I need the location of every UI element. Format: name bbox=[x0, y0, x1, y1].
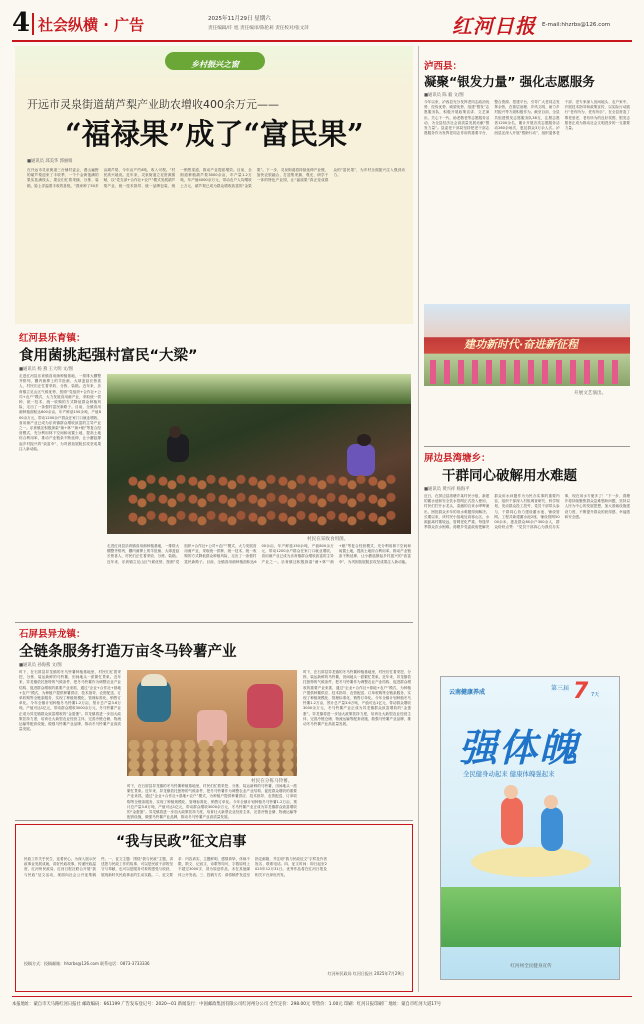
lead-byline: ■通讯员 邱美华 郭丽娟 bbox=[27, 159, 73, 164]
lead-banner-text: 乡村振兴之窗 bbox=[191, 60, 239, 69]
luxi-body: 今年以来，泸西县充分发挥老同志政治优势、经验优势、威望优势，组建“银发”志愿服务队，积极开展政策宣讲、文艺演出、关心下一代、助老敬老等志愿服务活动，为全县经济社会高质量发展贡献“银发力量”。县委老干部局坚持把老干部志愿服务作为发挥老同志作用的重要平台，整合资源、搭建平台，引导广大老同志发挥余热，在基层治理、乡风文明、助力乡村振兴等方面积极作为。截至目前，全县共组建银发志愿服务队38支，注册志愿者1200余名，累计开展各类志愿服务活动260余场次，惠及群众3万余人次。泸西县还深入开展“银龄行动”，组织退休老干部、老专家深入田间地头、农户家中，开展技术指导和政策宣传，以实际行动践行“老有所为、老有所乐”，在全县营造了尊老爱老、老有所为的良好氛围，银发志愿者正成为推动社会文明进步的一支重要力量。 bbox=[424, 100, 630, 136]
section-title: 社会纵横 · 广告 bbox=[38, 16, 145, 34]
farmer-red bbox=[247, 684, 283, 728]
page-header bbox=[12, 10, 632, 40]
lead-body: 在开远市灵泉街道三台铺村委会，漫山遍野的葫芦梨迎来了丰收季，一个个金黄饱满的果实挂满枝头，果农们忙着采摘、分拣、装箱，脸上洋溢着丰收的喜悦。“我家种了50多亩葫芦梨，今年亩产约4吨，收入可观。”村民高兴地说。近年来，灵泉街道立足资源禀赋，以“党支部+合作社+农户”模式发展葫芦梨产业，统一技术指导、统一品牌包装、统一销售渠道，推动产业提质增效。目前，全街道种植葫芦梨3000余亩，年产量1.2万吨，年产值4000余万元，带动农户人均增收上万元，葫芦梨已成为群众增收致富的“金果果”。下一步，灵泉街道将持续延伸产业链，加快农旅融合，打造集采摘、观光、研学于一体的特色产业园，让“福禄果”真正变成群众的“富民果”，为乡村全面振兴注入强劲动力。 bbox=[27, 168, 405, 188]
potato-pile bbox=[127, 740, 297, 776]
ad-ground bbox=[471, 847, 591, 877]
header-email: E-mail:hhzrbs@126.com bbox=[542, 22, 611, 28]
ad-tag: 第三届 bbox=[551, 685, 570, 692]
ad-slogan: 全民健身动起来 健康体魄强起来 bbox=[463, 770, 555, 778]
essay-headline: “我与民政”征文启事 bbox=[116, 834, 247, 850]
mushroom-byline: ■通讯员 杨 燕 王大明 文/图 bbox=[19, 367, 73, 372]
mushroom-caption: 村民在采收食用菌。 bbox=[307, 537, 349, 542]
divider-2 bbox=[15, 820, 413, 821]
header-divider bbox=[12, 40, 632, 42]
lead-article bbox=[15, 46, 413, 324]
essay-sign: 红河州民政局 红河日报社 2025年7月29日 bbox=[327, 971, 404, 976]
header-rule bbox=[32, 13, 34, 35]
ad-runner-1-head bbox=[504, 785, 518, 799]
ad-title: 强体魄 bbox=[459, 726, 580, 770]
luxi-byline: ■通讯员 陈 毅 文/图 bbox=[424, 93, 464, 98]
pingbian-kicker: 屏边县湾塘乡： bbox=[424, 453, 491, 464]
potato-byline: ■通讯员 孙海燕 文/图 bbox=[19, 663, 62, 668]
divider-1 bbox=[15, 622, 413, 623]
potato-kicker: 石屏县异龙镇： bbox=[19, 629, 86, 640]
dancers bbox=[430, 360, 624, 384]
luxi-headline: 凝聚“银发力量” 强化志愿服务 bbox=[424, 74, 595, 89]
luxi-photo bbox=[424, 304, 630, 386]
potato-article bbox=[15, 626, 413, 820]
page-footer: 本报地址：蒙自市天马路红河日报社 邮政编码：661199 广告发布登记号：2020—01 新闻发行：中国邮政集团有限公司红河州分公司 全年定价：298.00元 零售价：1.00元 印刷：红河日报印刷厂 地址：蒙自市红河大道17号 bbox=[12, 1002, 442, 1007]
forest-canopy bbox=[107, 374, 411, 404]
pingbian-article bbox=[424, 450, 630, 642]
potato-body-2: 时下，在石屏县异龙镇的冬马铃薯种植基地里，村民们忙着采挖、分拣、装运新鲜的马铃薯，田间地头一派繁忙景象。近年来，异龙镇依托独特的气候条件，把冬马铃薯作为调整农业产业结构、促进群众增收的重要产业来抓，通过“企业+合作社+基地+农户”模式，为种植户提供种薯供应、技术指导、农资配送、订单收购等全链条服务，实现了种植规模化、管理标准化、销售订单化。今年全镇计划种植冬马铃薯1.2万亩，预计总产量3.6万吨，产值可达1亿元，带动群众增收3000余万元，冬马铃薯产业正成为异龙镇群众致富增收的“金蛋蛋”。异龙镇将进一步加大政策扶持力度，培育壮大新型农业经营主体，完善冷链仓储、物流运输等配套设施，做强马铃薯产业品牌，推动冬马铃薯产业高质量发展。 bbox=[127, 784, 297, 820]
lead-headline: “福禄果”成了“富民果” bbox=[65, 117, 364, 151]
potato-caption: 村民在分拣马铃薯。 bbox=[251, 779, 293, 784]
ad-hills bbox=[441, 887, 621, 947]
footer-divider bbox=[12, 996, 632, 997]
worker-right bbox=[347, 444, 375, 476]
pingbian-headline: 干群同心破解用水难题 bbox=[442, 468, 577, 484]
column-divider bbox=[418, 46, 419, 992]
mushroom-headline: 食用菌挑起强村富民“大梁” bbox=[19, 348, 198, 364]
divider-3 bbox=[424, 446, 630, 447]
luxi-caption: 开展文艺演出。 bbox=[574, 391, 607, 396]
potato-photo bbox=[127, 670, 297, 776]
farmer-blue-hat bbox=[141, 674, 167, 686]
mushroom-photo bbox=[107, 374, 411, 534]
worker-left-head bbox=[169, 426, 181, 438]
ad-logo: 云南健康养成 bbox=[449, 689, 486, 696]
worker-left bbox=[167, 434, 189, 462]
editors: 责任编辑/许 旭 责任编审/陈伦莉 责任校对/张文萍 bbox=[208, 26, 309, 31]
fitness-ad bbox=[440, 676, 620, 980]
masthead-logo: 红河日报 bbox=[452, 14, 536, 38]
potato-headline: 全链条服务打造万亩冬马铃薯产业 bbox=[19, 644, 237, 660]
essay-notice bbox=[15, 824, 413, 992]
potato-body: 时下，在石屏县异龙镇的冬马铃薯种植基地里，村民们忙着采挖、分拣、装运新鲜的马铃薯，田间地头一派繁忙景象。近年来，异龙镇依托独特的气候条件，把冬马铃薯作为调整农业产业结构、促进群众增收的重要产业来抓，通过“企业+合作社+基地+农户”模式，为种植户提供种薯供应、技术指导、农资配送、订单收购等全链条服务，实现了种植规模化、管理标准化、销售订单化。今年全镇计划种植冬马铃薯1.2万亩，预计总产量3.6万吨，产值可达1亿元，带动群众增收3000余万元，冬马铃薯产业正成为异龙镇群众致富增收的“金蛋蛋”。异龙镇将进一步加大政策扶持力度，培育壮大新型农业经营主体，完善冷链仓储、物流运输等配套设施，做强马铃薯产业品牌，推动冬马铃薯产业高质量发展。 bbox=[19, 670, 121, 732]
luxi-kicker: 泸西县： bbox=[424, 61, 463, 72]
mushroom-body: 走进红河县乐育镇食用菌种植基地，一排排大棚整齐排列，棚内菌棒上的羊肚菌、大球盖菇长势喜人，村民们正忙着采收、分拣、装箱。近年来，乐育镇立足山区气候优势，按照“党组织+合作社+公司+农户”模式，大力发展食用菌产业，采取统一供种、统一技术、统一收购的方式降低群众种植风险，走出了一条强村富民新路子。目前，全镇食用菌种植面积达600余亩，年产鲜菇150余吨，产值800余万元，带动1200余户群众在家门口就业增收，食用菌产业已成为乐育镇群众增收致富的主导产业之一。乐育镇还积极探索“菌+林”“菌+粮”等复合经营模式，充分利用林下空间和闲置土地，提高土地综合利用率，推动产业链条不断延伸，让小蘑菇撑起乡村振兴的“致富伞”，为巩固拓展脱贫攻坚成果注入新动能。 bbox=[19, 374, 101, 451]
mushroom-kicker: 红河县乐育镇： bbox=[19, 333, 86, 344]
farmer-blue bbox=[137, 680, 171, 722]
ad-runner-1 bbox=[501, 797, 523, 845]
ad-number: 7 bbox=[573, 679, 589, 704]
luxi-photo-banner: 建功新时代·奋进新征程 bbox=[464, 338, 579, 351]
worker-right-head bbox=[357, 434, 371, 446]
pingbian-body: 近日，在屏边县湾塘乡某村民小组，新建的蓄水池和安全饮水管网正式投入使用，村民们拧开水龙头，清澈的自来水哗哗流出，困扰群众多年的用水难题得到解决。长期以来，该村民小组地处高寒山区，水源距离村寨较远，管网老化严重，每逢旱季群众饮水困难。湾塘乡党委政府把解决群众用水问题作为为民办实事的重要内容，组织干部深入村组调查研究、科学规划，发动群众投工投劳，党员干部带头参与，干群同心协力建设蓄水池、铺设管网。工程共新建蓄水池2座，铺设管网5000余米，惠及群众80余户300余人，群众纷纷点赞：“党员干部真心为我们办实事，现在用水方便多了！”下一步，湾塘乡将持续聚焦群众急难愁盼问题，坚持以人民为中心的发展思想，加大基础设施建设力度，不断提升群众的获得感、幸福感和安全感。 bbox=[424, 494, 630, 530]
ad-foot: 红河州全民健身宣传 bbox=[510, 964, 552, 969]
luxi-article bbox=[424, 58, 630, 438]
essay-contact: 投稿方式：投稿邮箱：hhzrbs@126.com 联系电话：0873-3733336 bbox=[24, 961, 150, 966]
ad-runner-2 bbox=[541, 807, 563, 851]
mushroom-body-2: 走进红河县乐育镇食用菌种植基地，一排排大棚整齐排列，棚内菌棒上的羊肚菌、大球盖菇长势喜人，村民们正忙着采收、分拣、装箱。近年来，乐育镇立足山区气候优势，按照“党组织+合作社+公司+农户”模式，大力发展食用菌产业，采取统一供种、统一技术、统一收购的方式降低群众种植风险，走出了一条强村富民新路子。目前，全镇食用菌种植面积达600余亩，年产鲜菇150余吨，产值800余万元，带动1200余户群众在家门口就业增收，食用菌产业已成为乐育镇群众增收致富的主导产业之一。乐育镇还积极探索“菌+林”“菌+粮”等复合经营模式，充分利用林下空间和闲置土地，提高土地综合利用率，推动产业链条不断延伸，让小蘑菇撑起乡村振兴的“致富伞”，为巩固拓展脱贫攻坚成果注入新动能。 bbox=[107, 544, 411, 564]
mushroom-article bbox=[15, 330, 413, 620]
pingbian-byline: ■通讯员 黄兴祥 杨海平 bbox=[424, 487, 470, 492]
essay-body: 民政工作关乎民生、连着民心。为深入展示民政事业发展成就，讲好民政故事，传递民政温度，红河州民政局、红河日报社联合开展“我与民政”征文活动，现面向社会公开征集稿件。一、征文主题：围绕“我与民政”主题，讲述您与民政工作的故事，可以是民政干部的坚守与奉献，也可以是服务对象的感受与收获，展现新时代民政事业的生动实践。二、征文要求：内容真实、主题鲜明、感情真挚，体裁不限，散文、记叙文、诗歌等均可，字数原则上不超过3000字，须为原创作品，未在其他媒体公开发表。三、投稿方式：请将稿件发送至指定邮箱，并注明“我与民政征文”字样及作者姓名、联系电话。四、征文时间：即日起至2025年12月31日。优秀作品将在红河日报及相关平台择优刊发。 bbox=[24, 857, 328, 877]
lead-subtitle: 开远市灵泉街道葫芦梨产业助农增收400余万元—— bbox=[27, 98, 279, 111]
issue-date: 2025年11月29日 星期六 bbox=[208, 16, 271, 22]
ad-runner-2-head bbox=[544, 795, 558, 809]
ad-days: 7天 bbox=[591, 692, 600, 698]
potato-body-3: 时下，在石屏县异龙镇的冬马铃薯种植基地里，村民们忙着采挖、分拣、装运新鲜的马铃薯，田间地头一派繁忙景象。近年来，异龙镇依托独特的气候条件，把冬马铃薯作为调整农业产业结构、促进群众增收的重要产业来抓，通过“企业+合作社+基地+农户”模式，为种植户提供种薯供应、技术指导、农资配送、订单收购等全链条服务，实现了种植规模化、管理标准化、销售订单化。今年全镇计划种植冬马铃薯1.2万亩，预计总产量3.6万吨，产值可达1亿元，带动群众增收3000余万元，冬马铃薯产业正成为异龙镇群众致富增收的“金蛋蛋”。异龙镇将进一步加大政策扶持力度，培育壮大新型农业经营主体，完善冷链仓储、物流运输等配套设施，做强马铃薯产业品牌，推动冬马铃薯产业高质量发展。 bbox=[303, 670, 411, 727]
page-number: 4 bbox=[12, 8, 31, 38]
mushroom-bed bbox=[127, 474, 397, 529]
lead-banner bbox=[165, 52, 265, 70]
